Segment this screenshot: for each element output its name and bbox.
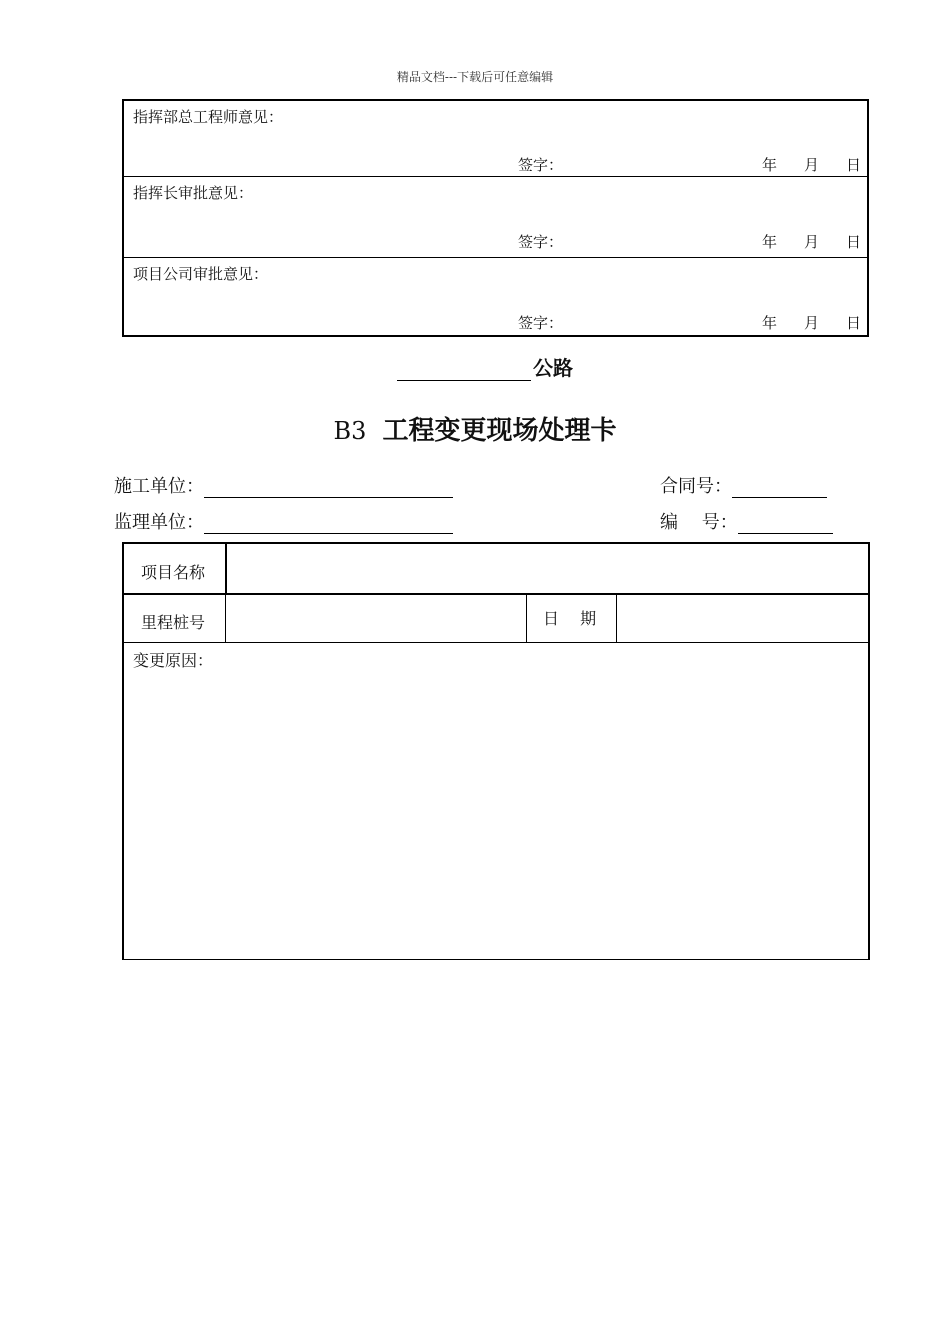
month-label: 月 — [804, 314, 820, 332]
month-label: 月 — [804, 233, 820, 251]
year-label: 年 — [762, 314, 778, 332]
divider — [225, 544, 227, 593]
day-label: 日 — [846, 156, 862, 174]
divider — [616, 595, 617, 642]
change-reason-cell[interactable] — [124, 670, 868, 958]
year-label: 年 — [762, 156, 778, 174]
divider — [124, 642, 868, 643]
supervision-unit-field — [114, 508, 453, 534]
serial-no-blank[interactable] — [738, 515, 833, 534]
road-suffix: 公路 — [533, 356, 573, 380]
divider — [526, 595, 527, 642]
day-label: 日 — [846, 314, 862, 332]
serial-no-field — [660, 508, 833, 534]
approval-section-chief-engineer — [124, 101, 867, 176]
approval-label: 指挥部总工程师意见： — [133, 108, 284, 126]
supervision-unit-label: 监理单位： — [114, 512, 204, 533]
road-name-blank[interactable] — [397, 360, 531, 381]
approval-label: 指挥长审批意见： — [133, 184, 254, 202]
supervision-unit-blank[interactable] — [204, 515, 453, 534]
approval-label: 项目公司审批意见： — [133, 265, 269, 283]
project-name-cell[interactable] — [228, 544, 868, 593]
date-cell[interactable] — [618, 595, 868, 642]
mileage-cell[interactable] — [227, 595, 525, 642]
page-header: 精品文档---下载后可任意编辑 — [396, 70, 554, 84]
construction-unit-blank[interactable] — [204, 479, 453, 498]
change-reason-label: 变更原因： — [133, 651, 214, 670]
mileage-label: 里程桩号 — [141, 613, 206, 632]
page-title — [0, 410, 950, 447]
month-label: 月 — [804, 156, 820, 174]
year-label: 年 — [762, 233, 778, 251]
signature-label: 签字： — [518, 233, 564, 251]
signature-label: 签字： — [518, 156, 564, 174]
form-code: B3 — [333, 417, 367, 445]
day-label: 日 — [846, 233, 862, 251]
road-name — [397, 352, 573, 381]
date-label: 日 期 — [543, 609, 597, 628]
contract-no-field — [660, 472, 827, 498]
signature-label: 签字： — [518, 314, 564, 332]
change-card-table — [122, 542, 870, 960]
construction-unit-label: 施工单位： — [114, 476, 204, 497]
contract-no-label: 合同号： — [660, 476, 732, 497]
approval-section-project-company — [124, 257, 867, 338]
contract-no-blank[interactable] — [732, 479, 827, 498]
approval-table — [122, 99, 869, 337]
serial-no-label: 编 号： — [660, 512, 738, 533]
project-name-label: 项目名称 — [141, 563, 206, 582]
form-name: 工程变更现场处理卡 — [382, 416, 617, 446]
divider — [225, 595, 226, 642]
construction-unit-field — [114, 472, 453, 498]
approval-section-commander — [124, 176, 867, 258]
